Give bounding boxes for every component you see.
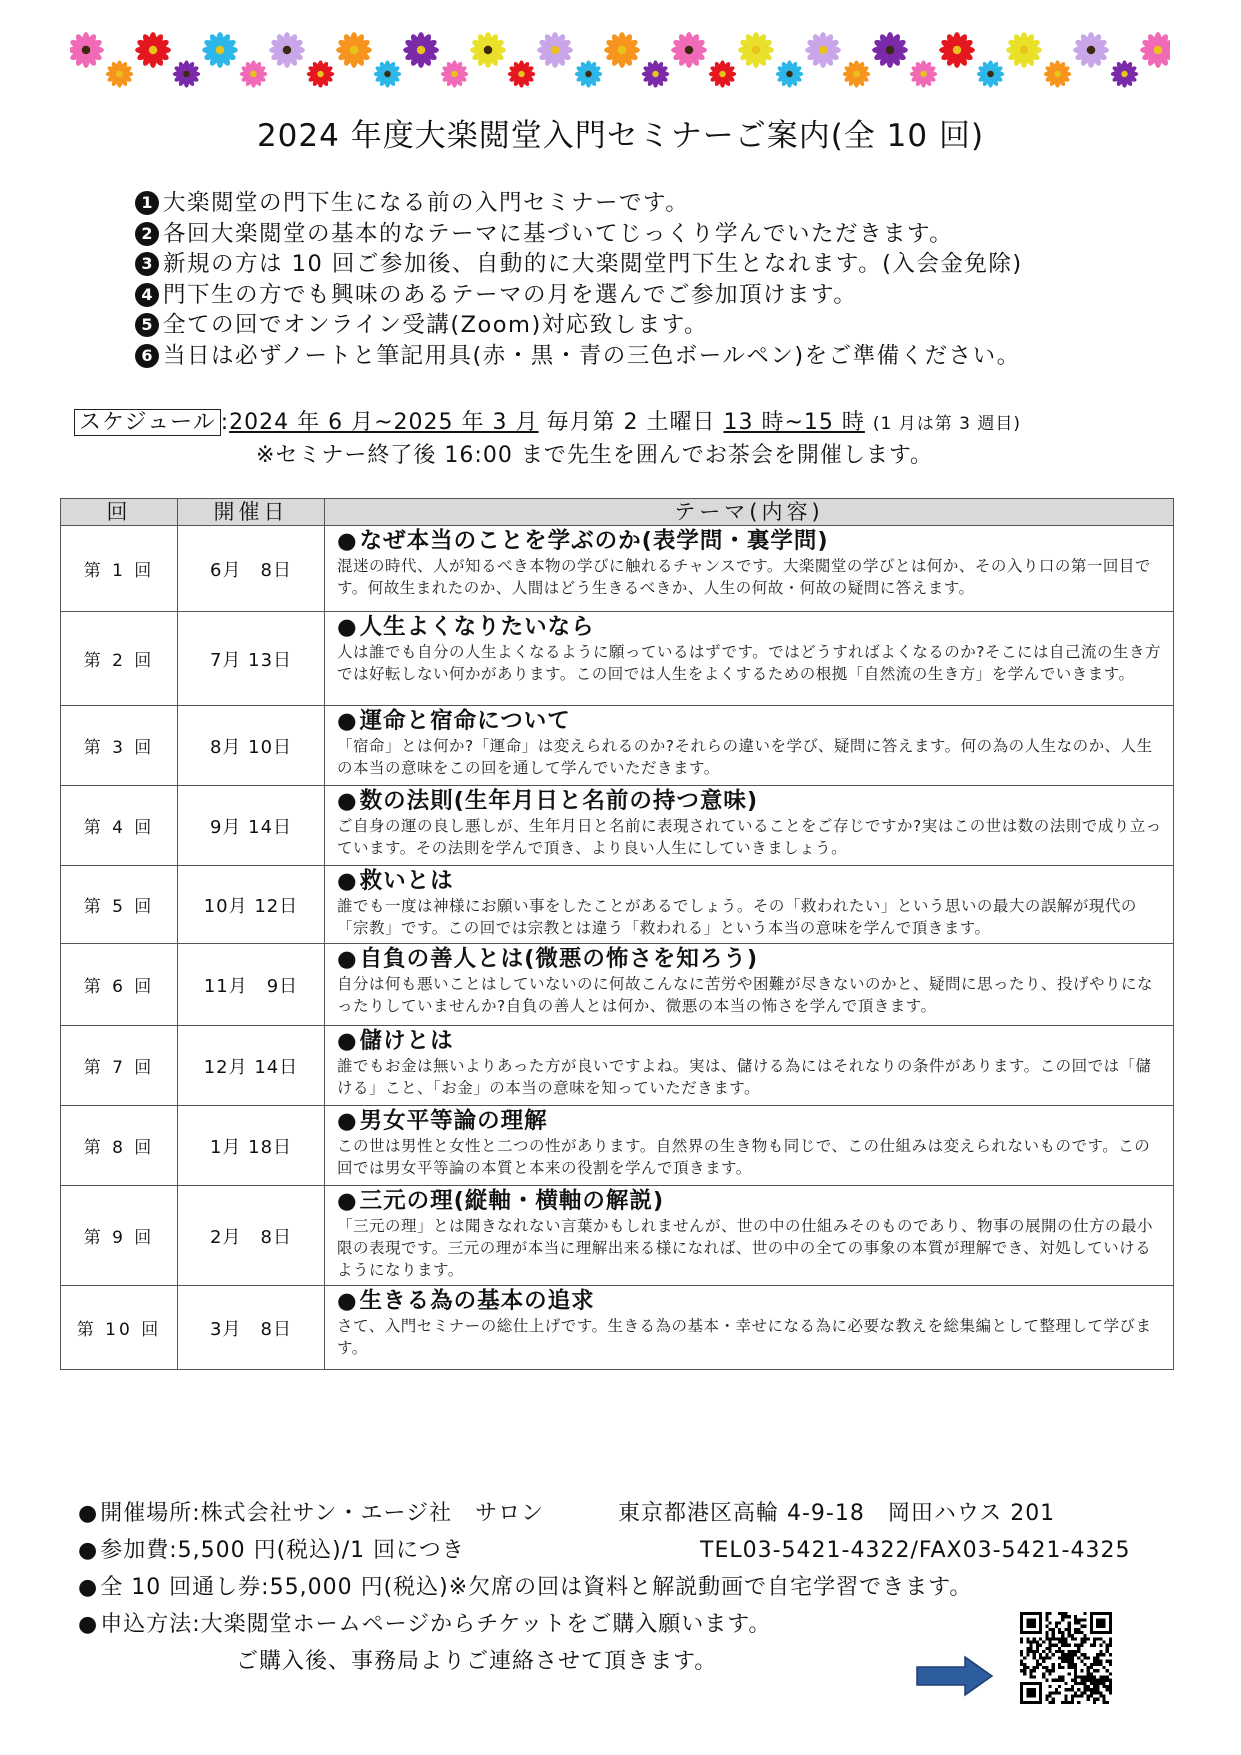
theme-title: ● 数の法則(生年月日と名前の持つ意味) (337, 788, 1163, 815)
schedule-colon: : (220, 410, 230, 435)
header-kai: 回 (61, 499, 178, 526)
session-number: 第 6 回 (61, 944, 178, 1026)
intro-text: 大楽閲堂の門下生になる前の入門セミナーです。 (163, 190, 690, 216)
theme-title: ● なぜ本当のことを学ぶのか(表学問・裏学問) (337, 528, 1163, 555)
session-number: 第 9 回 (61, 1186, 178, 1286)
intro-item (135, 280, 1023, 311)
theme-title: ● 三元の理(縦軸・横軸の解説) (337, 1188, 1163, 1215)
pass-text: 全 10 回通し券:55,000 円(税込)※欠席の回は資料と解説動画で自宅学習できます。 (100, 1575, 973, 1600)
session-theme (325, 866, 1174, 944)
schedule-period: 2024 年 6 月~2025 年 3 月 (229, 410, 539, 435)
number-badge-icon: 6 (135, 344, 159, 368)
venue-text: 開催場所:株式会社サン・エージ社 サロン (100, 1501, 545, 1526)
table-row (61, 1186, 1174, 1286)
session-theme (325, 1026, 1174, 1106)
schedule-label: スケジュール (74, 409, 221, 436)
theme-description: 人は誰でも自分の人生よくなるように願っているはずです。ではどうすればよくなるのか?そこには自己流の生き方では好転しない何かがあります。この回では人生をよくするための根拠「自然流の生き方」を学んでいきます。 (337, 643, 1161, 683)
session-theme (325, 944, 1174, 1026)
schedule-line (74, 405, 1021, 436)
session-number: 第 7 回 (61, 1026, 178, 1106)
theme-description: 混迷の時代、人が知るべき本物の学びに触れるチャンスです。大楽閲堂の学びとは何か、その入り口の第一回目です。何故生まれたのか、人間はどう生きるべきか、人生の何故・何故の疑問に答えます。 (337, 557, 1151, 597)
theme-description: さて、入門セミナーの総仕上げです。生きる為の基本・幸せになる為に必要な教えを総集編として整理して学びます。 (337, 1317, 1152, 1357)
footer-info (78, 1495, 1131, 1680)
address-text: 東京都港区高輪 4-9-18 岡田ハウス 201 (618, 1501, 1056, 1526)
theme-title: ● 救いとは (337, 868, 1163, 895)
session-theme (325, 786, 1174, 866)
intro-text: 当日は必ずノートと筆記用具(赤・黒・青の三色ボールペン)をご準備ください。 (163, 342, 1021, 369)
theme-title: ● 自負の善人とは(微悪の怖さを知ろう) (337, 946, 1163, 973)
theme-description: 「宿命」とは何か?「運命」は変えられるのか?それらの違いを学び、疑問に答えます。何の為の人生なのか、人生の本当の意味をこの回を通して学んでいただきます。 (337, 737, 1153, 777)
table-row (61, 944, 1174, 1026)
session-number: 第 1 回 (61, 526, 178, 612)
intro-text: 全ての回でオンライン受講(Zoom)対応致します。 (163, 312, 708, 338)
intro-list (135, 188, 1023, 371)
session-date: 9月 14日 (178, 786, 325, 866)
session-number: 第 4 回 (61, 786, 178, 866)
pass-line (78, 1569, 972, 1606)
number-badge-icon: 3 (135, 252, 159, 276)
theme-title: ● 人生よくなりたいなら (337, 614, 1163, 641)
table-row (61, 526, 1174, 612)
session-date: 1月 18日 (178, 1106, 325, 1186)
intro-item (135, 341, 1023, 372)
number-badge-icon: 2 (135, 222, 159, 246)
qr-code-icon (1020, 1612, 1112, 1704)
session-date: 10月 12日 (178, 866, 325, 944)
schedule-time: 13 時~15 時 (723, 410, 865, 435)
session-theme (325, 612, 1174, 706)
theme-description: この世は男性と女性と二つの性があります。自然界の生き物も同じで、この仕組みは変えられないものです。この回では男女平等論の本質と本来の役割を学んで頂きます。 (337, 1137, 1151, 1177)
session-date: 2月 8日 (178, 1186, 325, 1286)
session-theme (325, 1186, 1174, 1286)
number-badge-icon: 4 (135, 283, 159, 307)
table-row (61, 1106, 1174, 1186)
session-theme (325, 706, 1174, 786)
intro-item (135, 249, 1023, 280)
table-row (61, 866, 1174, 944)
theme-description: 誰でもお金は無いよりあった方が良いですよね。実は、儲ける為にはそれなりの条件があります。この回では「儲ける」こと、「お金」の本当の意味を知っていただきます。 (337, 1057, 1152, 1097)
intro-item (135, 310, 1023, 341)
venue-line (78, 1495, 1056, 1532)
theme-title: ● 儲けとは (337, 1028, 1163, 1055)
theme-title: ● 運命と宿命について (337, 708, 1163, 735)
header-theme: テーマ(内容) (325, 499, 1174, 526)
table-row (61, 1286, 1174, 1370)
session-number: 第 8 回 (61, 1106, 178, 1186)
theme-description: 自分は何も悪いことはしていないのに何故こんなに苦労や困難が尽きないのかと、疑問に思ったり、投げやりになったりしていませんか?自負の善人とは何か、微悪の本当の怖さを学んで頂きます。 (337, 975, 1154, 1015)
session-number: 第 3 回 (61, 706, 178, 786)
apply-text-2: ご購入後、事務局よりご連絡させて頂きます。 (236, 1649, 718, 1674)
header-date: 開催日 (178, 499, 325, 526)
table-row (61, 706, 1174, 786)
theme-title: ● 生きる為の基本の追求 (337, 1288, 1163, 1315)
theme-description: 「三元の理」とは聞きなれない言葉かもしれませんが、世の中の仕組みそのものであり、物事の展開の仕方の最小限の表現です。三元の理が本当に理解出来る様になれば、世の中の全ての事象の本質が理解でき、対処していけるようになります。 (337, 1217, 1154, 1279)
schedule-exception: (1 月は第 3 週目) (872, 414, 1021, 434)
session-number: 第 10 回 (61, 1286, 178, 1370)
intro-item (135, 219, 1023, 250)
session-theme (325, 1106, 1174, 1186)
tel-fax-text: TEL03-5421-4322/FAX03-5421-4325 (700, 1538, 1131, 1563)
session-date: 3月 8日 (178, 1286, 325, 1370)
session-number: 第 5 回 (61, 866, 178, 944)
intro-text: 門下生の方でも興味のあるテーマの月を選んでご参加頂けます。 (163, 281, 858, 308)
apply-line-2 (78, 1643, 972, 1680)
fee-text: 参加費:5,500 円(税込)/1 回につき (100, 1538, 465, 1563)
apply-text: 申込方法:大楽閲堂ホームページからチケットをご購入願います。 (100, 1612, 772, 1637)
theme-description: 誰でも一度は神様にお願い事をしたことがあるでしょう。その「救われたい」という思いの最大の誤解が現代の「宗教」です。この回では宗教とは違う「救われる」という本当の意味を学んで頂きます。 (337, 897, 1137, 937)
table-row (61, 1026, 1174, 1106)
theme-description: ご自身の運の良し悪しが、生年月日と名前に表現されていることをご存じですか?実はこの世は数の法則で成り立っています。その法則を学んで頂き、より良い人生にしていきましょう。 (337, 817, 1162, 857)
schedule-table (60, 498, 1174, 1370)
intro-text: 各回大楽閲堂の基本的なテーマに基づいてじっくり学んでいただきます。 (163, 220, 954, 247)
number-badge-icon: 1 (135, 191, 159, 215)
arrow-right-icon (915, 1654, 995, 1698)
flower-border (70, 28, 1170, 98)
page-title: 2024 年度大楽閲堂入門セミナーご案内(全 10 回) (256, 118, 985, 154)
schedule-note: ※セミナー終了後 16:00 まで先生を囲んでお茶会を開催します。 (256, 443, 934, 468)
session-date: 7月 13日 (178, 612, 325, 706)
number-badge-icon: 5 (135, 313, 159, 337)
apply-line (78, 1606, 972, 1643)
table-row (61, 786, 1174, 866)
session-date: 12月 14日 (178, 1026, 325, 1106)
schedule-day: 毎月第 2 土曜日 (546, 410, 716, 435)
session-number: 第 2 回 (61, 612, 178, 706)
intro-text: 新規の方は 10 回ご参加後、自動的に大楽閲堂門下生となれます。(入会金免除) (163, 251, 1023, 277)
session-date: 6月 8日 (178, 526, 325, 612)
session-date: 8月 10日 (178, 706, 325, 786)
session-date: 11月 9日 (178, 944, 325, 1026)
theme-title: ● 男女平等論の理解 (337, 1108, 1163, 1135)
session-theme (325, 1286, 1174, 1370)
session-theme (325, 526, 1174, 612)
fee-line (78, 1532, 1131, 1569)
table-header-row (61, 499, 1174, 526)
table-row (61, 612, 1174, 706)
intro-item (135, 188, 1023, 219)
